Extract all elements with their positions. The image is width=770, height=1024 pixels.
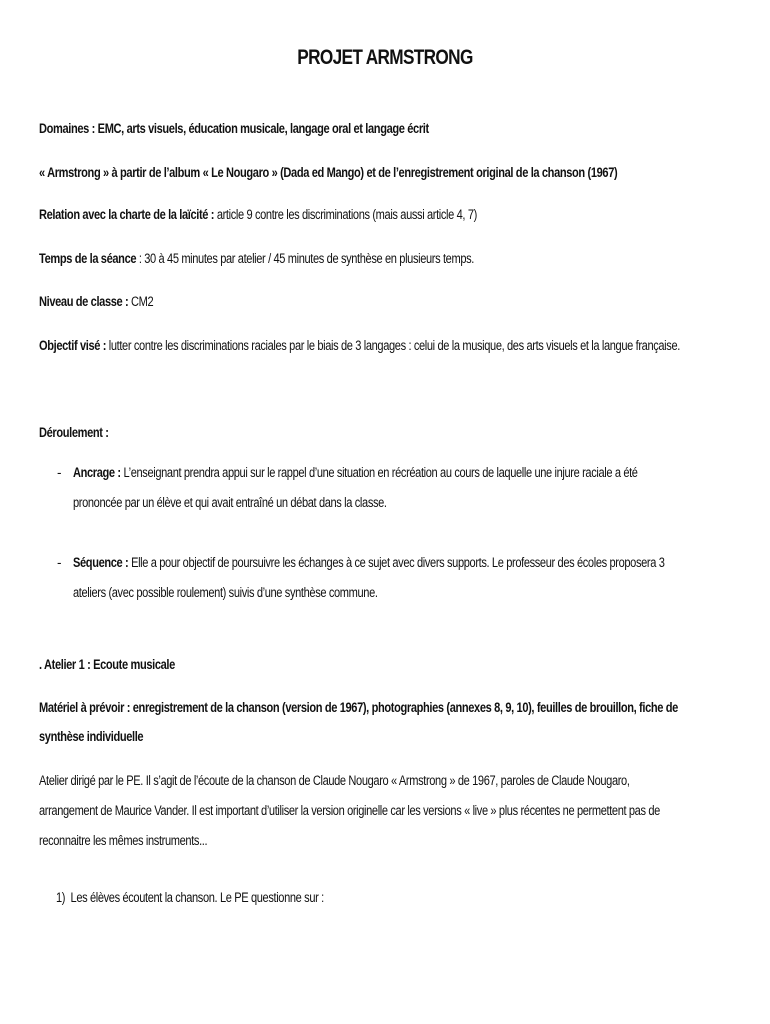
atelier-text-line-3: reconnaitre les mêmes instruments... (39, 833, 208, 848)
niveau-line (39, 293, 739, 311)
relation-label: Relation avec la charte de la laïcité : (39, 207, 215, 222)
deroulement-heading: Déroulement : (39, 425, 109, 440)
temps-label: Temps de la séance (39, 251, 137, 266)
sequence-label: Séquence : (73, 555, 129, 570)
atelier-text-line-1: Atelier dirigé par le PE. Il s’agit de l’écoute de la chanson de Claude Nougaro « Armstrong » de 1967, paroles de Claude Nougaro, (39, 773, 630, 788)
objectif-line (39, 337, 739, 355)
ancrage-line-1: Ancrage : L’enseignant prendra appui sur le rappel d’une situation en récréation au cours de laquelle une injure raciale a été (73, 465, 638, 480)
temps-value: : 30 à 45 minutes par atelier / 45 minutes de synthèse en plusieurs temps. (136, 251, 474, 266)
niveau-label: Niveau de classe : (39, 294, 129, 309)
step-1 (56, 889, 756, 907)
materiel-line-1: Matériel à prévoir : enregistrement de la chanson (version de 1967), photographies (annexes 8, 9, 10), feuilles de brouillon, fiche de (39, 700, 678, 715)
step-1-number: 1) (56, 890, 66, 905)
ancrage-line-2: prononcée par un élève et qui avait entraîné un débat dans la classe. (73, 495, 387, 510)
relation-line (39, 206, 739, 224)
niveau-value: CM2 (128, 294, 154, 309)
page-title: PROJET ARMSTRONG (297, 46, 473, 69)
ancrage-label: Ancrage : (73, 465, 121, 480)
objectif-label: Objectif visé : (39, 338, 107, 353)
domaines-line: Domaines : EMC, arts visuels, éducation musicale, langage oral et langage écrit (39, 121, 429, 136)
relation-value: article 9 contre les discriminations (mais aussi article 4, 7) (214, 207, 477, 222)
album-line: « Armstrong » à partir de l’album « Le Nougaro » (Dada ed Mango) et de l’enregistrement original de la chanson (1967) (39, 165, 618, 180)
temps-line (39, 250, 739, 268)
materiel-line-2: synthèse individuelle (39, 729, 144, 744)
bullet-ancrage: - (57, 465, 62, 480)
atelier1-heading: . Atelier 1 : Ecoute musicale (39, 657, 175, 672)
step-1-text: Les élèves écoutent la chanson. Le PE questionne sur : (70, 890, 324, 905)
bullet-sequence: - (57, 555, 62, 570)
sequence-line-1: Séquence : Elle a pour objectif de poursuivre les échanges à ce sujet avec divers supports. Le professeur des écoles proposera 3 (73, 555, 665, 570)
atelier-text-line-2: arrangement de Maurice Vander. Il est important d’utiliser la version originelle car les versions « live » plus récentes ne permettent pas de (39, 803, 660, 818)
objectif-value: lutter contre les discriminations raciales par le biais de 3 langages : celui de la musique, des arts visuels et la langue française. (106, 338, 680, 353)
sequence-line-2: ateliers (avec possible roulement) suivis d’une synthèse commune. (73, 585, 378, 600)
